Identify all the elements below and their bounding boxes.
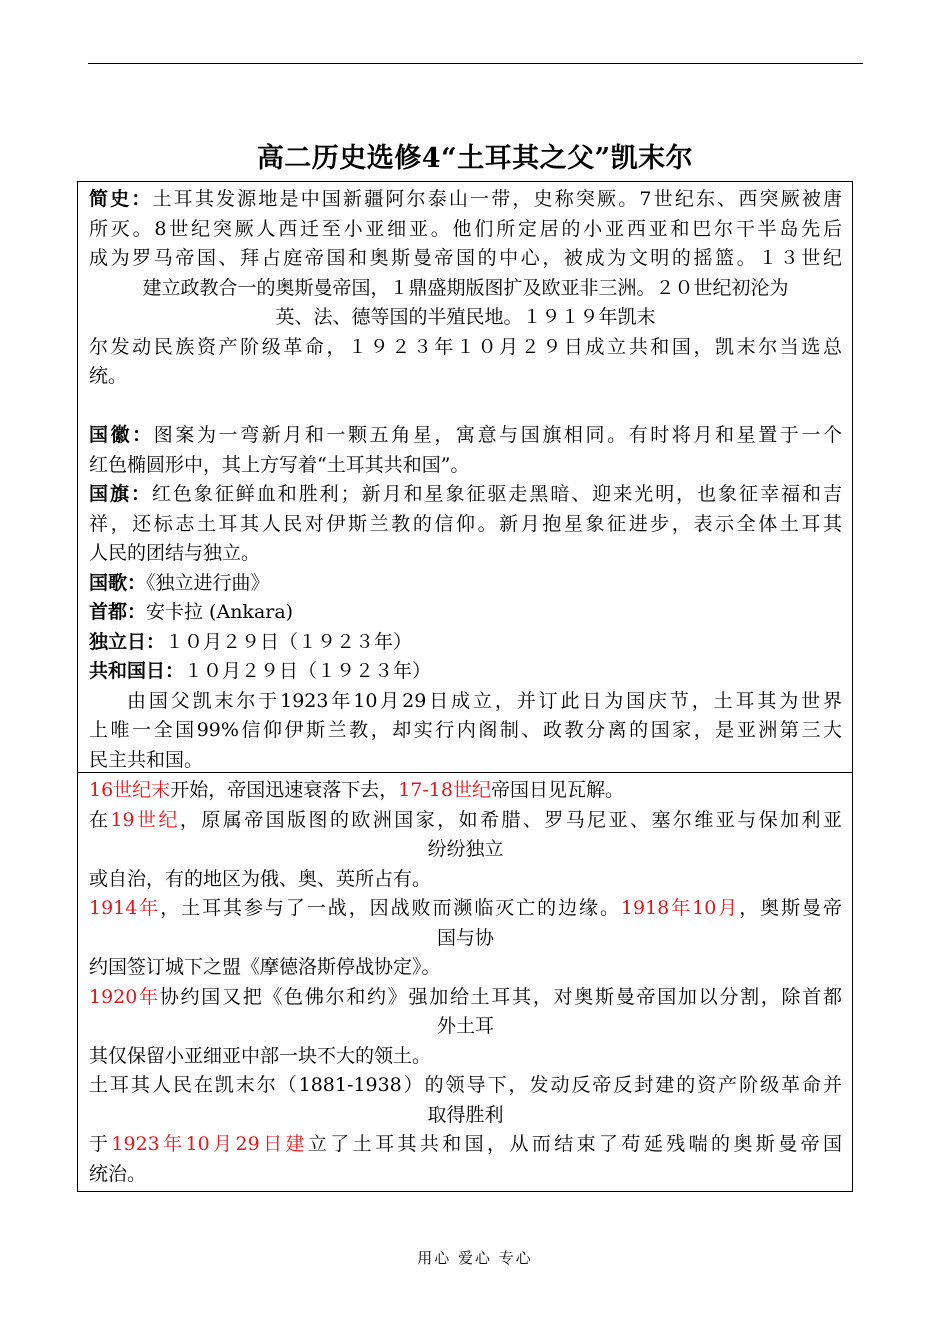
shoudu-label: 首都： bbox=[89, 601, 147, 623]
guohui-label: 国徽： bbox=[89, 424, 154, 446]
page-footer: 用心 爱心 专心 bbox=[417, 1249, 533, 1267]
page-title: 高二历史选修4“土耳其之父”凯末尔 bbox=[256, 143, 694, 174]
history-line-11: 土耳其人民在凯末尔（1881-1938）的领导下，发动反帝反封建的资产阶级革命并 bbox=[89, 1074, 842, 1096]
history-text: 开始，帝国迅速衰落下去， bbox=[170, 779, 399, 801]
paragraph-line-3: 民主共和国。 bbox=[89, 748, 204, 771]
history-line-12: 取得胜利 bbox=[427, 1103, 504, 1126]
highlight-date: 1918年10月 bbox=[620, 897, 740, 919]
jianshi-line-4: 建立政教合一的奥斯曼帝国，１鼎盛期版图扩及欧亚非三洲。２０世纪初沦为 bbox=[142, 276, 789, 299]
history-text: 于 bbox=[89, 1133, 112, 1155]
history-text: ，原属帝国版图的欧洲国家，如希腊、罗马尼亚、塞尔维亚与保加利亚 bbox=[179, 808, 842, 831]
guoqi-line-3: 人民的团结与独立。 bbox=[89, 542, 261, 564]
history-line-5 bbox=[89, 894, 842, 924]
jianshi-line-5: 英、法、德等国的半殖民地。１９１９年凯末 bbox=[275, 306, 656, 328]
paragraph-line-1: 由国父凯末尔于1923年10月29日成立，并订此日为国庆节，土耳其为世界 bbox=[127, 689, 842, 712]
duliri-value: １０月２９日（１９２３年） bbox=[165, 630, 413, 653]
history-line-8 bbox=[89, 983, 842, 1013]
history-line-14: 统治。 bbox=[89, 1162, 147, 1185]
shoudu-line bbox=[89, 598, 842, 628]
gongheguori-label: 共和国日： bbox=[89, 660, 185, 682]
guoqi-label: 国旗： bbox=[89, 483, 152, 505]
history-text: 协约国又把《色佛尔和约》强加给土耳其，对奥斯曼帝国加以分割，除首都 bbox=[159, 985, 842, 1008]
history-line-4: 或自治，有的地区为俄、奥、英所占有。 bbox=[89, 867, 432, 890]
guoge-line bbox=[89, 569, 842, 599]
history-text: 帝国日见瓦解。 bbox=[490, 779, 624, 801]
jianshi-text: 土耳其发源地是中国新疆阿尔泰山一带，史称突厥。7世纪东、西突厥被唐 bbox=[152, 188, 842, 210]
guoqi-text: 红色象征鲜血和胜利；新月和星象征驱走黑暗、迎来光明，也象征幸福和吉 bbox=[151, 483, 842, 505]
history-line-1 bbox=[89, 776, 842, 806]
history-line-2 bbox=[89, 806, 842, 836]
duliri-line bbox=[89, 628, 842, 658]
history-text: ，土耳其参与了一战，因战败而濒临灭亡的边缘。 bbox=[160, 897, 621, 919]
highlight-date: 19世纪 bbox=[110, 808, 180, 831]
history-line-13 bbox=[89, 1130, 842, 1160]
guoge-value: 《独立进行曲》 bbox=[146, 571, 270, 594]
jianshi-line-2: 所灭。8世纪突厥人西迁至小亚细亚。他们所定居的小亚西亚和巴尔干半岛先后 bbox=[89, 217, 842, 240]
shoudu-value: 安卡拉 (Ankara) bbox=[146, 601, 294, 623]
highlight-date: 1920年 bbox=[89, 985, 160, 1008]
history-text: ，奥斯曼帝 bbox=[739, 897, 842, 919]
guoqi-line-1 bbox=[89, 480, 842, 510]
guoqi-line-2: 祥，还标志土耳其人民对伊斯兰教的信仰。新月抱星象征进步，表示全体土耳其 bbox=[89, 512, 842, 535]
history-line-9: 外土耳 bbox=[436, 1015, 494, 1037]
highlight-date: 1914年 bbox=[89, 897, 161, 919]
highlight-date: 16世纪末 bbox=[89, 779, 171, 801]
history-box bbox=[77, 772, 853, 1192]
history-text: 在 bbox=[89, 808, 111, 831]
paragraph-line-2: 上唯一全国99%信仰伊斯兰教，却实行内阁制、政教分离的国家，是亚洲第三大 bbox=[89, 719, 842, 741]
gongheguori-value: １０月２９日（１９２３年） bbox=[184, 660, 432, 682]
history-line-7: 约国签订城下之盟《摩德洛斯停战协定》。 bbox=[89, 956, 441, 978]
header-rule bbox=[88, 63, 863, 64]
jianshi-line-6: 尔发动民族资产阶级革命，１９２３年１０月２９日成立共和国，凯末尔当选总 bbox=[89, 335, 842, 358]
guohui-line-1 bbox=[89, 421, 842, 451]
jianshi-label: 简史： bbox=[89, 188, 153, 210]
info-box bbox=[77, 181, 853, 773]
highlight-date: 1923年10月29日建 bbox=[111, 1133, 308, 1155]
jianshi-line-3: 成为罗马帝国、拜占庭帝国和奥斯曼帝国的中心，被成为文明的摇篮。１３世纪 bbox=[89, 247, 842, 269]
history-line-10: 其仅保留小亚细亚中部一块不大的领土。 bbox=[89, 1044, 432, 1067]
guoge-label: 国歌： bbox=[89, 571, 147, 594]
blank-line bbox=[89, 392, 842, 422]
jianshi-line-7: 统。 bbox=[89, 365, 128, 387]
guohui-line-2: 红色椭圆形中，其上方写着“土耳其共和国”。 bbox=[89, 453, 470, 476]
history-line-3: 纷纷独立 bbox=[427, 838, 504, 860]
gongheguori-line bbox=[89, 657, 842, 687]
highlight-date: 17-18世纪 bbox=[398, 779, 491, 801]
duliri-label: 独立日： bbox=[89, 630, 166, 653]
jianshi-line-1 bbox=[89, 185, 842, 215]
history-line-6: 国与协 bbox=[436, 926, 494, 949]
guohui-text: 图案为一弯新月和一颗五角星，寓意与国旗相同。有时将月和星置于一个 bbox=[153, 424, 842, 446]
history-text: 立了土耳其共和国，从而结束了苟延残喘的奥斯曼帝国 bbox=[307, 1133, 842, 1155]
